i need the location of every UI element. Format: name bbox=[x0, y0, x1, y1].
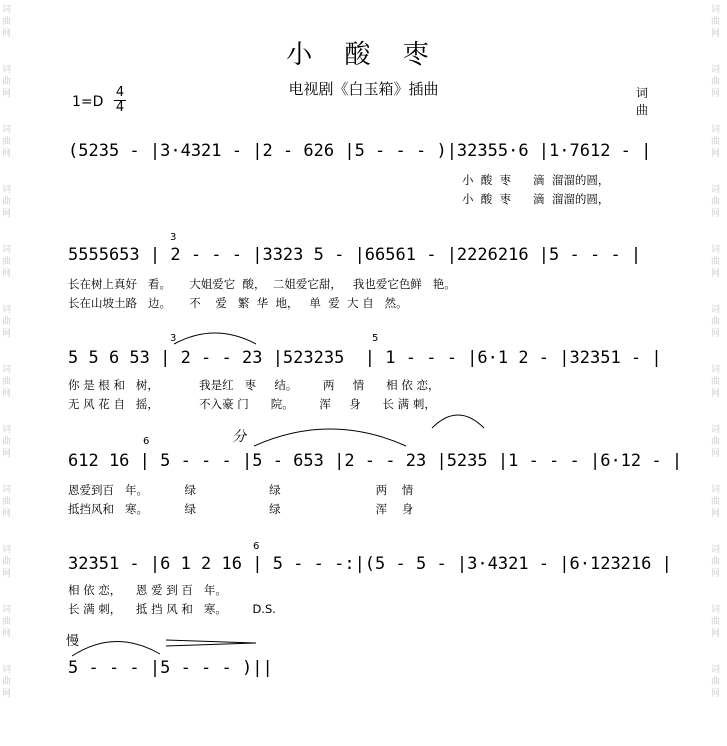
song-subtitle: 电视剧《白玉箱》插曲 bbox=[288, 80, 439, 98]
slur-arc bbox=[170, 326, 260, 346]
watermark-text: 词 曲 网 bbox=[711, 65, 721, 99]
watermark-text: 词 曲 网 bbox=[711, 605, 721, 639]
grace-number: 5 bbox=[372, 333, 379, 344]
watermark-right bbox=[711, 0, 725, 700]
slur-arc bbox=[250, 420, 410, 450]
lyric-line-2b: 长在山坡土路 边。 不 爱 繁 华 地， 单 爱 大 自 然。 bbox=[68, 296, 408, 310]
watermark-text: 词 曲 网 bbox=[711, 365, 721, 399]
tempo-slow-mark: 慢 bbox=[66, 634, 80, 649]
watermark-text: 词 曲 网 bbox=[711, 665, 721, 699]
watermark-text: 词 曲 网 bbox=[711, 305, 721, 339]
time-sig-bottom: 4 bbox=[115, 100, 125, 115]
watermark-text: 词 曲 网 bbox=[711, 185, 721, 219]
grace-number: 6 bbox=[143, 436, 150, 447]
key-label: 1=D bbox=[72, 94, 104, 110]
lyric-line-1a: 小 酸 枣 滴 溜溜的圆， bbox=[462, 173, 610, 187]
fen-mark: 分 bbox=[232, 429, 246, 445]
watermark-text: 词 曲 网 bbox=[2, 5, 12, 39]
watermark-text: 词 曲 网 bbox=[2, 545, 12, 579]
watermark-text: 词 曲 网 bbox=[2, 605, 12, 639]
lyric-line-1b: 小 酸 枣 滴 溜溜的圆， bbox=[462, 192, 610, 206]
lyric-line-3b: 无 风 花 自 摇， 不入豪 门 院。 浑 身 长 满 刺， bbox=[68, 397, 436, 411]
watermark-text: 词 曲 网 bbox=[711, 125, 721, 159]
watermark-text: 词 曲 网 bbox=[2, 665, 12, 699]
notation-line-5: 32351 - |6 1 2 16 | 5 - - -:|(5 - 5 - |3·4321 - |6·123216 | bbox=[68, 554, 672, 574]
watermark-text: 词 曲 网 bbox=[2, 425, 12, 459]
notation-line-6: 5 - - - |5 - - - )|| bbox=[68, 658, 273, 678]
notation-line-4: 612 16 | 5 - - - |5 - 653 |2 - - 23 |5235 |1 - - - |6·12 - | bbox=[68, 451, 683, 471]
song-title: 小 酸 枣 bbox=[286, 40, 441, 70]
watermark-text: 词 曲 网 bbox=[2, 305, 12, 339]
lyric-line-4a: 恩爱到百 年。 绿 绿 两 情 bbox=[68, 483, 414, 497]
notation-line-1: (5235 - |3·4321 - |2 - 626 |5 - - - )|32355·6 |1·7612 - | bbox=[68, 141, 652, 161]
key-signature bbox=[72, 94, 103, 110]
watermark-text: 词 曲 网 bbox=[2, 65, 12, 99]
watermark-text: 词 曲 网 bbox=[711, 485, 721, 519]
watermark-text: 词 曲 网 bbox=[711, 545, 721, 579]
lyric-line-4b: 抵挡风和 寒。 绿 绿 浑 身 bbox=[68, 502, 414, 516]
watermark-text: 词 曲 网 bbox=[2, 125, 12, 159]
watermark-text: 词 曲 网 bbox=[2, 245, 12, 279]
watermark-text: 词 曲 网 bbox=[2, 485, 12, 519]
time-sig-top: 4 bbox=[115, 85, 125, 100]
lyric-line-5a: 相 依 恋， 恩 爱 到 百 年。 bbox=[68, 583, 227, 597]
grace-number: 3 bbox=[170, 333, 177, 344]
lyricist-credit: 词 bbox=[636, 86, 649, 100]
lyric-line-2a: 长在树上真好 看。 大姐爱它 酸， 二姐爱它甜， 我也爱它色鲜 艳。 bbox=[68, 277, 456, 291]
notation-line-3: 5 5 6 53 | 2 - - 23 |523235 | 1 - - - |6·1 2 - |32351 - | bbox=[68, 348, 662, 368]
grace-number: 3 bbox=[170, 232, 177, 243]
lyric-line-3a: 你 是 根 和 树， 我是红 枣 结。 两 情 相 依 恋， bbox=[68, 378, 440, 392]
watermark-text: 词 曲 网 bbox=[711, 425, 721, 459]
composer-credit: 曲 bbox=[636, 103, 649, 117]
grace-number: 6 bbox=[253, 541, 260, 552]
watermark-text: 词 曲 网 bbox=[2, 185, 12, 219]
notation-line-2: 5555653 | 2 - - - |3323 5 - |66561 - |2226216 |5 - - - | bbox=[68, 245, 642, 265]
watermark-text: 词 曲 网 bbox=[711, 245, 721, 279]
watermark-left bbox=[2, 0, 16, 700]
time-signature bbox=[114, 86, 126, 115]
watermark-text: 词 曲 网 bbox=[2, 365, 12, 399]
lyric-line-5b: 长 满 刺， 抵 挡 风 和 寒。 D.S. bbox=[68, 602, 276, 616]
slur-arc bbox=[428, 404, 488, 430]
watermark-text: 词 曲 网 bbox=[711, 5, 721, 39]
